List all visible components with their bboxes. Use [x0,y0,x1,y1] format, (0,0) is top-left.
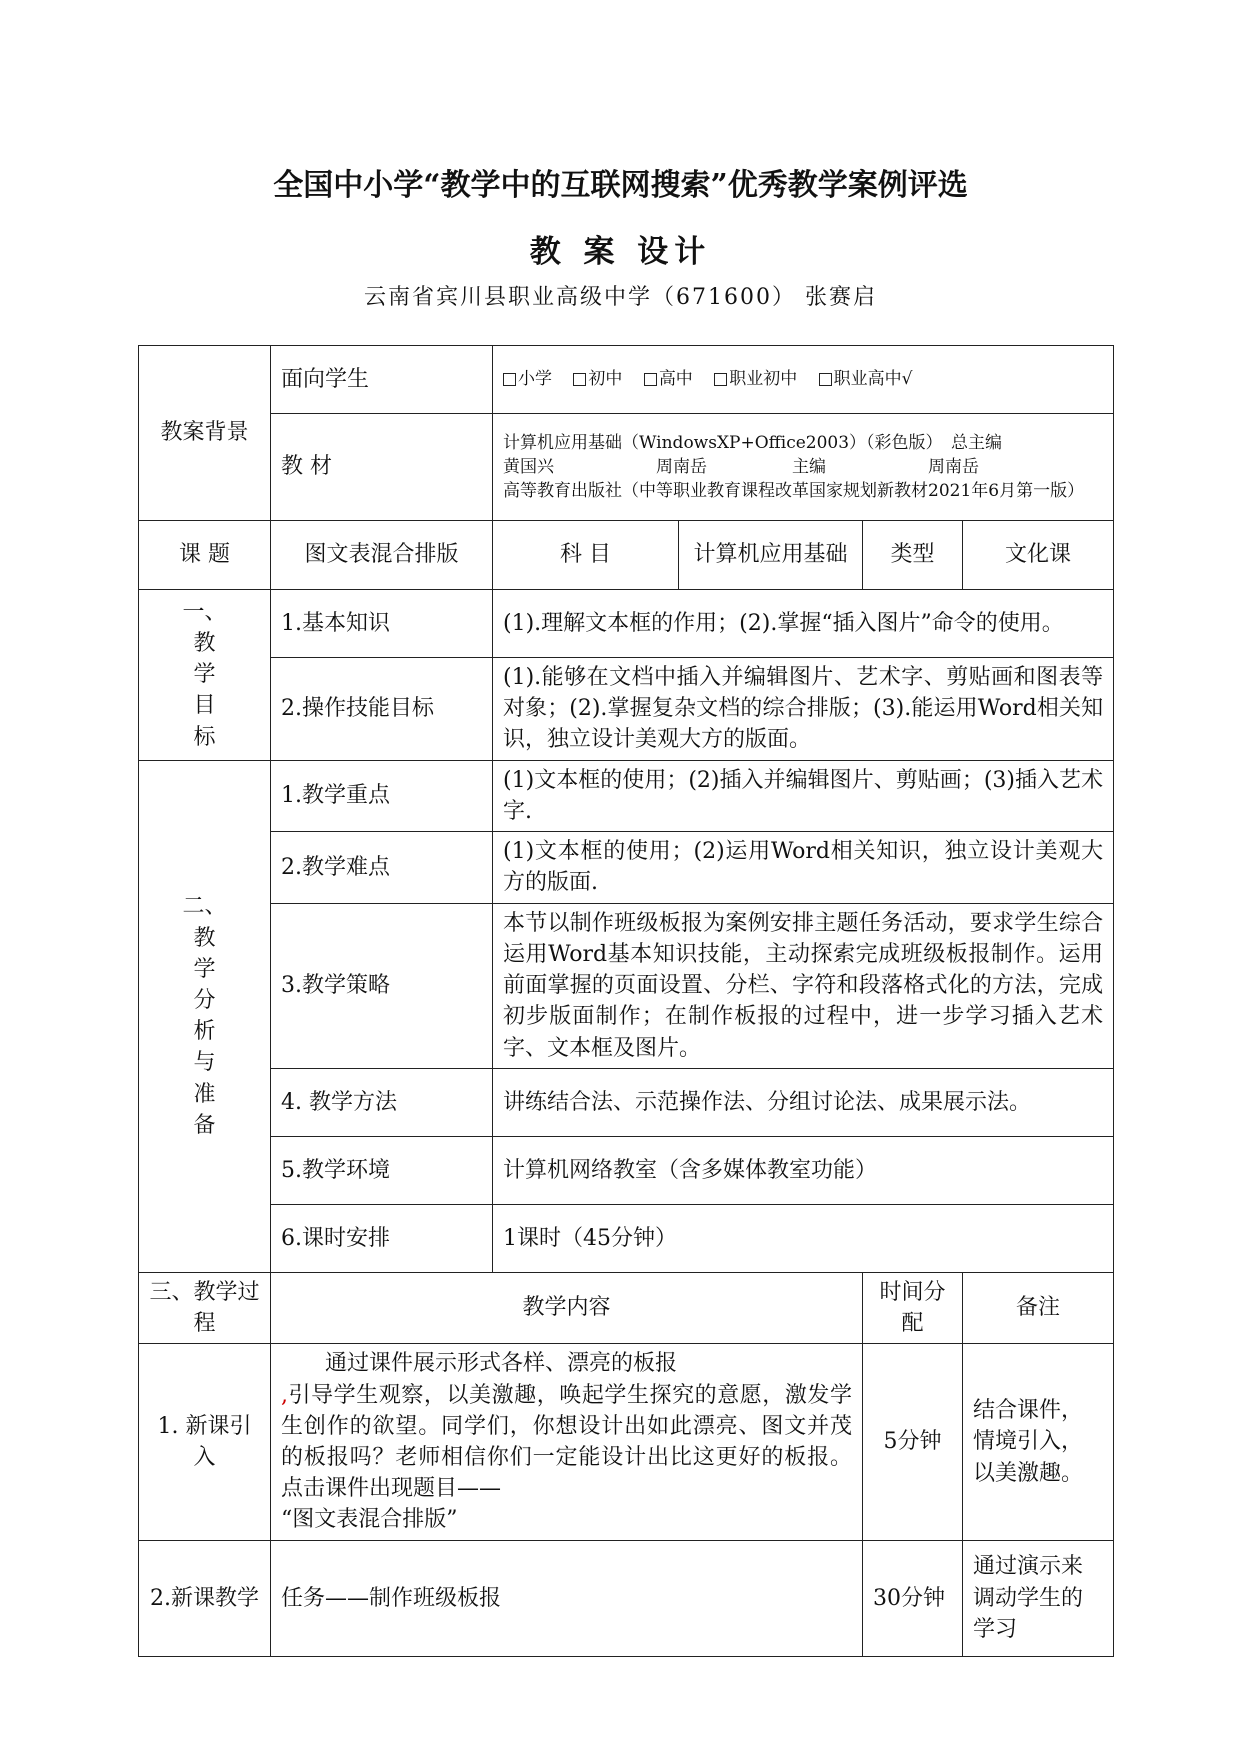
lesson-plan-table [138,345,1114,1657]
analysis-item-name: 4. 教学方法 [271,1068,493,1136]
checkbox-icon [573,373,586,386]
goal-text: (1).能够在文档中插入并编辑图片、艺术字、剪贴画和图表等对象；(2).掌握复杂文档的综合排版；(3).能运用Word相关知识，独立设计美观大方的版面。 [493,658,1114,761]
material-line-3: 高等教育出版社（中等职业教育课程改革国家规划新教材2021年6月第一版） [503,481,1085,502]
stage-label: 2.新课教学 [139,1540,271,1656]
analysis-item-name: 6.课时安排 [271,1204,493,1272]
process-label: 三、教学过程 [139,1272,271,1343]
student-options [493,346,1114,414]
checkbox-icon [714,373,727,386]
material-line-2: 黄国兴 周南岳 主编 周南岳 [503,456,979,477]
topic-value: 图文表混合排版 [271,521,493,590]
option-vocational-senior[interactable]: 职业高中√ [819,369,913,389]
content-header: 教学内容 [271,1272,863,1343]
stage-label: 1. 新课引入 [139,1344,271,1540]
stage-content: 通过课件展示形式各样、漂亮的板报 ,引导学生观察，以美激趣，唤起学生探究的意愿，激发学生创作的欲望。同学们，你想设计出如此漂亮、图文并茂的板报吗？老师相信你们一定能设计出比这更好的板报。点击课件出现题目—— “图文表混合排版” [271,1344,863,1540]
background-label: 教案背景 [139,346,271,521]
goal-name: 2.操作技能目标 [271,658,493,761]
goal-name: 1.基本知识 [271,590,493,658]
stage-time: 5分钟 [863,1344,963,1540]
analysis-item-name: 3.教学策略 [271,903,493,1068]
checkbox-icon [644,373,657,386]
analysis-item-text: (1)文本框的使用；(2)插入并编辑图片、剪贴画；(3)插入艺术字. [493,760,1114,831]
analysis-label: 二、 教 学 分 析 与 准 备 [139,760,271,1272]
checkbox-icon [503,373,516,386]
option-junior[interactable]: 初中 [573,369,622,389]
option-primary[interactable]: 小学 [503,369,552,389]
type-label: 类型 [863,521,963,590]
analysis-item-text: (1)文本框的使用；(2)运用Word相关知识，独立设计美观大方的版面. [493,832,1114,903]
analysis-item-text: 讲练结合法、示范操作法、分组讨论法、成果展示法。 [493,1068,1114,1136]
analysis-item-text: 1课时（45分钟） [493,1204,1114,1272]
stage-content: 任务——制作班级板报 [271,1540,863,1656]
type-value: 文化课 [963,521,1114,590]
page-title: 全国中小学“教学中的互联网搜索”优秀教学案例评选 [273,168,968,203]
page-subtitle: 教 案 设计 [529,234,712,270]
option-vocational-junior[interactable]: 职业初中 [714,369,797,389]
subject-label: 科 目 [493,521,679,590]
note-header: 备注 [963,1272,1114,1343]
stage-note: 结合课件，情境引入，以美激趣。 [963,1344,1114,1540]
time-header: 时间分配 [863,1272,963,1343]
goal-text: (1).理解文本框的作用；(2).掌握“插入图片”命令的使用。 [493,590,1114,658]
material-line-1: 计算机应用基础（WindowsXP+Office2003）（彩色版） 总主编 [503,432,1003,453]
material-info [493,414,1114,521]
analysis-item-name: 5.教学环境 [271,1136,493,1204]
checkbox-icon [819,373,832,386]
author-line: 云南省宾川县职业高级中学（671600） 张赛启 [364,285,877,310]
analysis-item-name: 2.教学难点 [271,832,493,903]
option-senior[interactable]: 高中 [644,369,693,389]
students-label: 面向学生 [271,346,493,414]
material-label: 教 材 [271,414,493,521]
topic-label: 课 题 [139,521,271,590]
analysis-item-text: 本节以制作班级板报为案例安排主题任务活动，要求学生综合运用Word基本知识技能，主动探索完成班级板报制作。运用前面掌握的页面设置、分栏、字符和段落格式化的方法，完成初步版面制作；在制作板报的过程中，进一步学习插入艺术字、文本框及图片。 [493,903,1114,1068]
stage-time: 30分钟 [863,1540,963,1656]
subject-value: 计算机应用基础 [679,521,863,590]
analysis-item-name: 1.教学重点 [271,760,493,831]
goals-label: 一、 教 学 目 标 [139,590,271,761]
analysis-item-text: 计算机网络教室（含多媒体教室功能） [493,1136,1114,1204]
stage-note: 通过演示来调动学生的学习 [963,1540,1114,1656]
